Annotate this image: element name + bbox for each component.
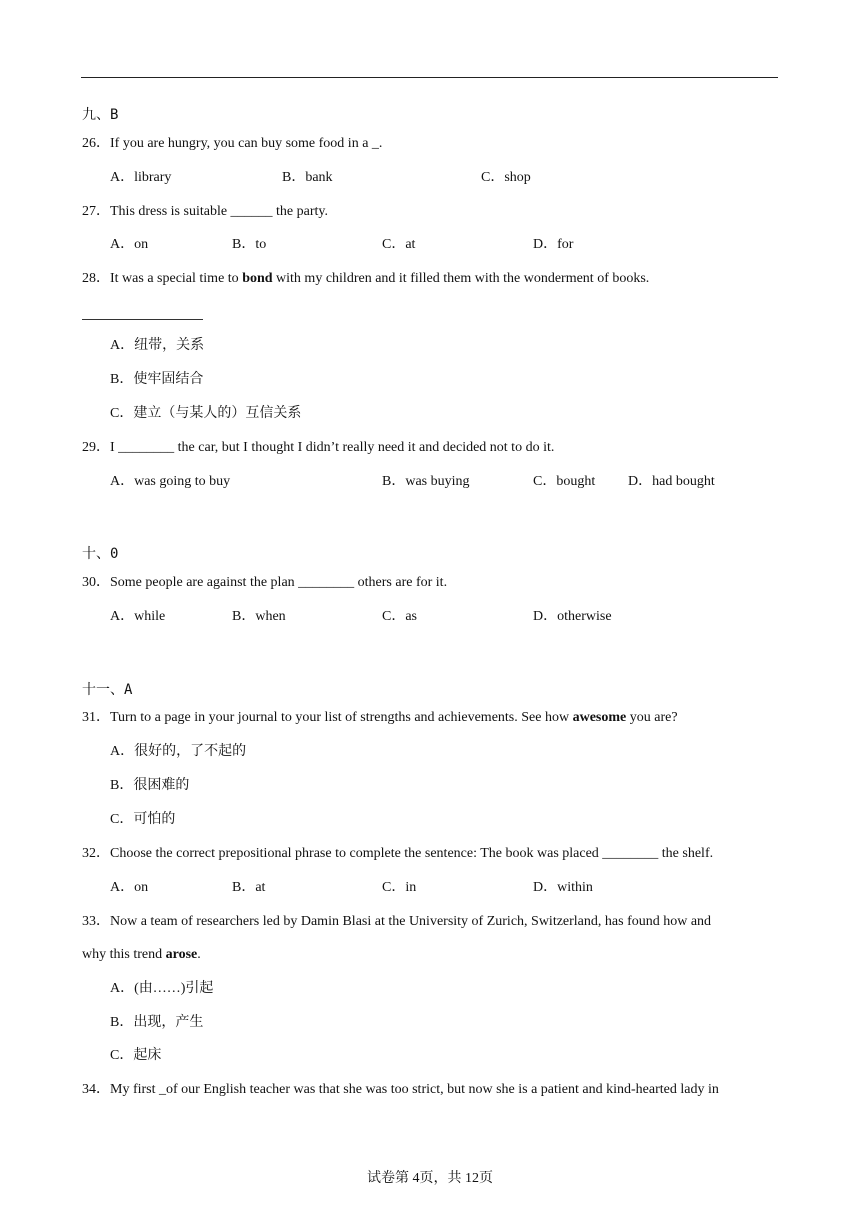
question-26: 26．If you are hungry, you can buy some food in a _. xyxy=(82,136,383,151)
option-d: D．had bought xyxy=(628,474,715,489)
keyword: awesome xyxy=(572,710,627,725)
option-c: C．建立（与某人的）互信关系 xyxy=(110,406,302,421)
section-heading: 九、B xyxy=(82,107,119,123)
option-c: C．起床 xyxy=(110,1048,162,1063)
option-d: D．for xyxy=(533,237,574,252)
option-b: B．was buying xyxy=(382,474,470,489)
option-d: D．within xyxy=(533,880,593,895)
question-text: . xyxy=(197,947,201,962)
question-text: you are? xyxy=(626,710,678,725)
option-d: D．otherwise xyxy=(533,609,612,624)
question-29: 29．I ________ the car, but I thought I didn’t really need it and decided not to do it. xyxy=(82,440,555,455)
question-31 xyxy=(82,709,678,727)
question-text: why this trend xyxy=(82,947,166,962)
option-a: A．on xyxy=(110,237,149,252)
option-b: B．出现，产生 xyxy=(110,1015,204,1030)
option-b: B．when xyxy=(232,609,286,624)
question-text: 28．It was a special time to xyxy=(82,271,243,286)
answer-blank-line xyxy=(82,319,203,320)
option-c: C．shop xyxy=(481,170,531,185)
option-a: A．library xyxy=(110,170,172,185)
keyword: bond xyxy=(242,271,273,286)
option-a: A．(由……)引起 xyxy=(110,981,214,996)
question-28 xyxy=(82,270,649,288)
question-27: 27．This dress is suitable ______ the party. xyxy=(82,204,329,219)
option-b: B．at xyxy=(232,880,266,895)
question-text: with my children and it filled them with the wonderment of books. xyxy=(272,271,650,286)
option-c: C．as xyxy=(382,609,417,624)
keyword: arose xyxy=(165,947,198,962)
question-33: 33．Now a team of researchers led by Damin Blasi at the University of Zurich, Switzerland, has found how and xyxy=(82,914,712,929)
section-heading: 十、0 xyxy=(82,546,119,562)
option-a: A．while xyxy=(110,609,166,624)
question-text: 31．Turn to a page in your journal to your list of strengths and achievements. See how xyxy=(82,710,573,725)
question-33-cont xyxy=(82,946,201,964)
option-a: A．纽带，关系 xyxy=(110,338,205,353)
option-c: C．bought xyxy=(533,474,596,489)
option-c: C．可怕的 xyxy=(110,812,176,827)
option-c: C．in xyxy=(382,880,417,895)
section-heading: 十一、A xyxy=(82,682,133,698)
question-34: 34．My first _of our English teacher was that she was too strict, but now she is a patient and kind-hearted lady in xyxy=(82,1082,719,1097)
page-footer: 试卷第 4页，共 12页 xyxy=(367,1171,493,1186)
option-c: C．at xyxy=(382,237,416,252)
option-a: A．on xyxy=(110,880,149,895)
option-b: B．使牢固结合 xyxy=(110,372,204,387)
option-b: B．很困难的 xyxy=(110,778,190,793)
question-32: 32．Choose the correct prepositional phrase to complete the sentence: The book was placed ________ the shelf. xyxy=(82,846,714,861)
header-rule xyxy=(81,77,778,78)
question-30: 30．Some people are against the plan ________ others are for it. xyxy=(82,575,448,590)
option-b: B．to xyxy=(232,237,267,252)
option-a: A．很好的，了不起的 xyxy=(110,744,247,759)
option-a: A．was going to buy xyxy=(110,474,231,489)
option-b: B．bank xyxy=(282,170,333,185)
